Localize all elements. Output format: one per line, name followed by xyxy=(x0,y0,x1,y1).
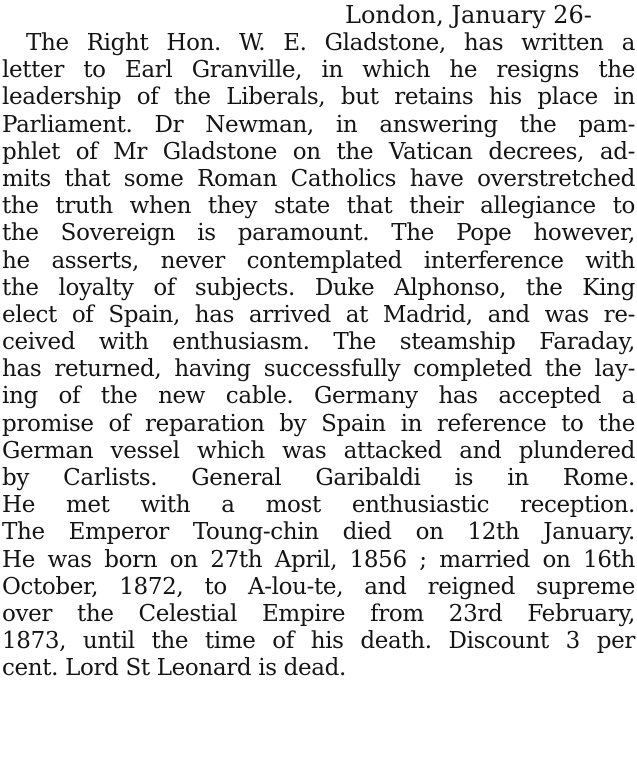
article-line: ceived with enthusiasm. The steamship Faraday, xyxy=(2,329,635,356)
article-line: letter to Earl Granville, in which he resigns the xyxy=(2,57,635,84)
article-line: October, 1872, to A-lou-te, and reigned supreme xyxy=(2,573,635,600)
article-line: by Carlists. General Garibaldi is in Rome. xyxy=(2,465,635,491)
article-line: the truth when they state that their allegiance to xyxy=(2,193,635,220)
article-line: cent. Lord St Leonard is dead. xyxy=(2,655,346,682)
article-line: He was born on 27th April, 1856 ; married on 16th xyxy=(2,546,635,573)
article-line: The Right Hon. W. E. Gladstone, has written a xyxy=(26,30,635,56)
article-line: the loyalty of subjects. Duke Alphonso, the King xyxy=(2,274,635,301)
article-line: he asserts, never contemplated interference with xyxy=(2,247,635,274)
article-line: has returned, having successfully completed the lay- xyxy=(2,356,635,383)
article-line: ing of the new cable. Germany has accepted a xyxy=(2,383,635,410)
article-line: mits that some Roman Catholics have overstretched xyxy=(2,165,635,192)
article-line: leadership of the Liberals, but retains his place in xyxy=(2,84,635,111)
article-line: Parliament. Dr Newman, in answering the pam- xyxy=(2,111,635,138)
article-line: elect of Spain, has arrived at Madrid, and was re- xyxy=(2,301,635,328)
dateline: London, January 26- xyxy=(345,1,592,29)
article-line: over the Celestial Empire from 23rd February, xyxy=(2,600,635,627)
article-line: 1873, until the time of his death. Discount 3 per xyxy=(2,628,635,655)
article-line: The Emperor Toung-chin died on 12th January. xyxy=(2,519,635,546)
article-line: the Sovereign is paramount. The Pope however, xyxy=(2,220,635,247)
article-body xyxy=(2,30,635,683)
article-line: He met with a most enthusiastic reception. xyxy=(2,492,635,519)
article-line: phlet of Mr Gladstone on the Vatican decrees, ad- xyxy=(2,138,635,165)
article-line: promise of reparation by Spain in reference to the xyxy=(2,410,635,437)
article-line: German vessel which was attacked and plundered xyxy=(2,437,635,464)
